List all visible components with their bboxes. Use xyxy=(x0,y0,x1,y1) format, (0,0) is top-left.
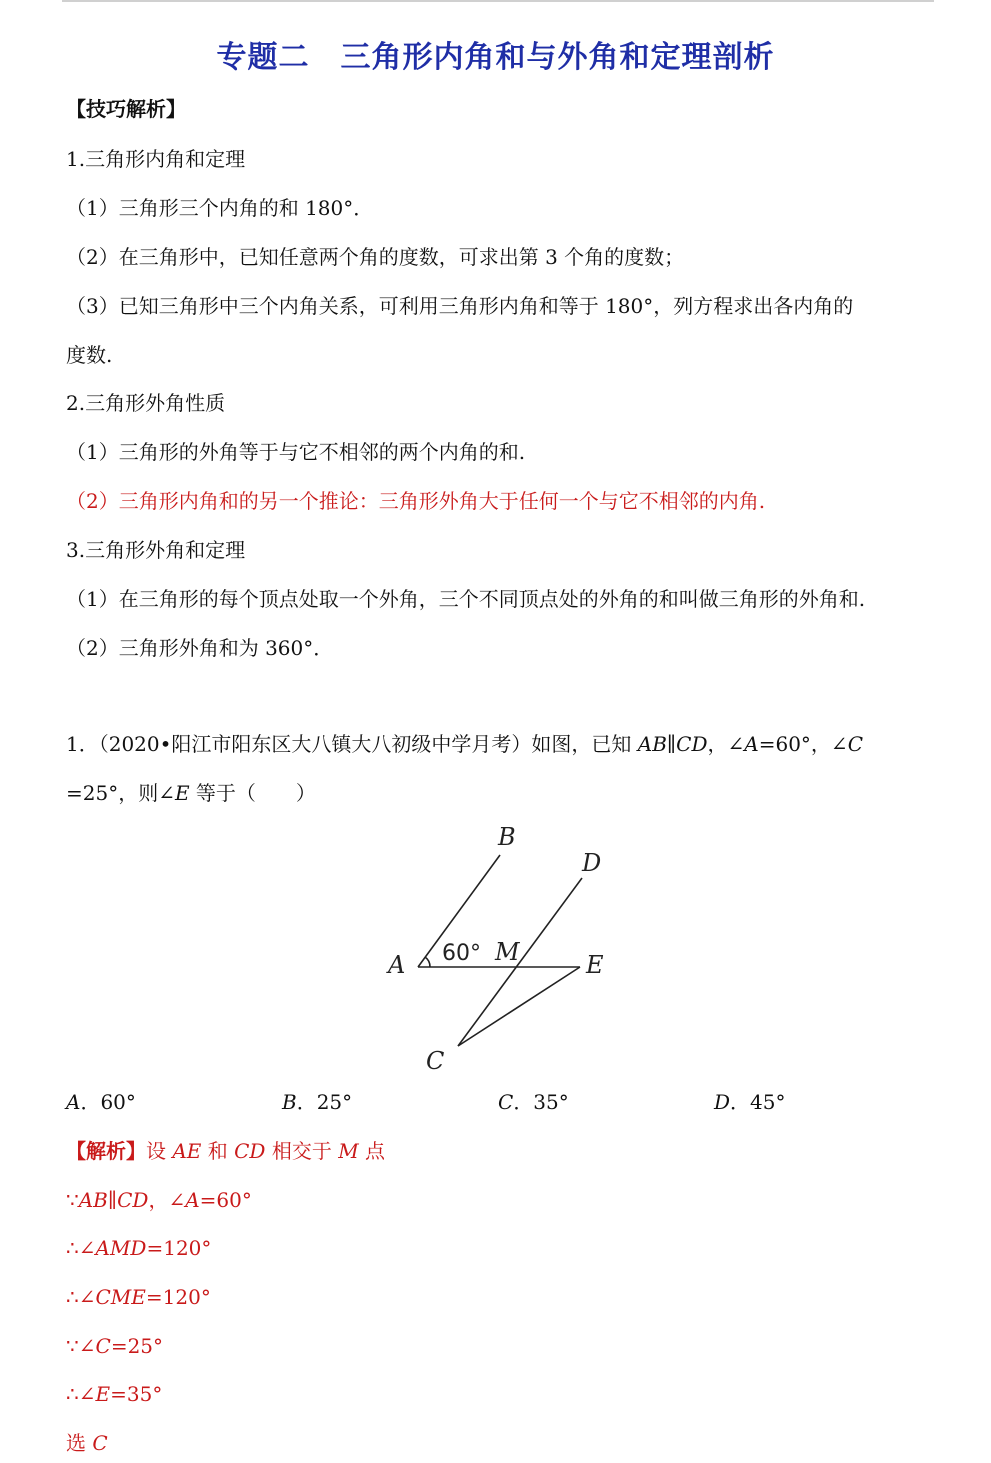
solution-text: ，∠ xyxy=(148,1188,186,1212)
solution-step-2 xyxy=(66,1234,211,1262)
solution-text: ∠ xyxy=(78,1334,96,1358)
section-1-item-3: （3）已知三角形中三个内角关系，可利用三角形内角和等于 180°，列方程求出各内角的 xyxy=(66,294,854,318)
problem-text: 1．（2020•阳江市阳东区大八镇大八初级中学月考）如图，已知 xyxy=(66,732,638,756)
math-expr: AB∥CD xyxy=(78,1188,149,1212)
geometry-figure xyxy=(370,815,630,1080)
section-2-item-2-highlight: （2）三角形内角和的另一个推论：三角形外角大于任何一个与它不相邻的内角. xyxy=(66,489,766,513)
option-a[interactable] xyxy=(66,1088,136,1116)
label-m: M xyxy=(495,938,520,966)
solution-text: =120° xyxy=(146,1236,212,1260)
math-m: M xyxy=(338,1139,359,1163)
problem-line-1 xyxy=(66,730,863,758)
solution-text: 点 xyxy=(358,1139,386,1163)
problem-text: ，∠ xyxy=(707,732,745,756)
math-expr: CME xyxy=(95,1285,146,1309)
option-letter: D xyxy=(714,1090,731,1114)
option-value: ．45° xyxy=(730,1090,786,1114)
logic-symbol: ∴ xyxy=(66,1236,79,1260)
section-2-heading: 2.三角形外角性质 xyxy=(66,391,226,415)
label-e: E xyxy=(586,951,604,979)
tips-header: 【技巧解析】 xyxy=(66,97,186,121)
section-3-item-2: （2）三角形外角和为 360°． xyxy=(66,636,334,660)
option-d[interactable] xyxy=(714,1088,786,1116)
math-cd: CD xyxy=(234,1139,266,1163)
solution-answer xyxy=(66,1429,108,1457)
problem-line-2 xyxy=(66,779,316,807)
math-c: C xyxy=(847,732,863,756)
answer-prefix: 选 xyxy=(66,1431,93,1455)
solution-header: 【解析】 xyxy=(66,1139,146,1163)
solution-text: =35° xyxy=(110,1382,163,1406)
solution-step-5 xyxy=(66,1380,162,1408)
solution-intro xyxy=(66,1137,385,1165)
math-expr: E xyxy=(95,1382,111,1406)
option-value: ．35° xyxy=(513,1090,569,1114)
page-title: 专题二 三角形内角和与外角和定理剖析 xyxy=(216,40,775,75)
section-2-item-1: （1）三角形的外角等于与它不相邻的两个内角的和. xyxy=(66,440,526,464)
section-1-item-3-cont: 度数. xyxy=(66,343,113,367)
option-letter: C xyxy=(498,1090,514,1114)
line-ce xyxy=(458,967,580,1046)
solution-step-1 xyxy=(66,1186,252,1214)
solution-text: ∠ xyxy=(78,1382,96,1406)
option-b[interactable] xyxy=(282,1088,352,1116)
solution-text: 设 xyxy=(146,1139,173,1163)
label-a: A xyxy=(388,951,406,979)
math-ae: AE xyxy=(172,1139,202,1163)
solution-step-3 xyxy=(66,1283,211,1311)
section-1-item-1: （1）三角形三个内角的和 180°． xyxy=(66,196,374,220)
option-value: ．60° xyxy=(80,1090,136,1114)
option-letter: B xyxy=(282,1090,297,1114)
label-c: C xyxy=(426,1047,445,1075)
solution-text: ∠ xyxy=(78,1285,96,1309)
option-value: ．25° xyxy=(296,1090,353,1114)
math-e: E xyxy=(174,781,190,805)
logic-symbol: ∴ xyxy=(66,1382,79,1406)
math-expr: A xyxy=(185,1188,200,1212)
section-1-item-2: （2）在三角形中，已知任意两个角的度数，可求出第 3 个角的度数； xyxy=(66,245,685,269)
math-expr: AMD xyxy=(95,1236,147,1260)
answer-letter: C xyxy=(92,1431,108,1455)
solution-text: 和 xyxy=(201,1139,235,1163)
logic-symbol: ∵ xyxy=(66,1334,79,1358)
logic-symbol: ∵ xyxy=(66,1188,79,1212)
option-c[interactable] xyxy=(498,1088,569,1116)
label-b: B xyxy=(498,823,516,851)
section-1-heading: 1.三角形内角和定理 xyxy=(66,147,246,171)
option-letter: A xyxy=(66,1090,81,1114)
label-angle-60: 60° xyxy=(442,941,481,966)
solution-text: =60° xyxy=(199,1188,252,1212)
math-a: A xyxy=(744,732,759,756)
math-expr: C xyxy=(95,1334,111,1358)
solution-text: =25° xyxy=(110,1334,164,1358)
logic-symbol: ∴ xyxy=(66,1285,79,1309)
section-3-heading: 3.三角形外角和定理 xyxy=(66,538,246,562)
problem-text: =25°，则∠ xyxy=(66,781,175,805)
problem-text: =60°，∠ xyxy=(758,732,848,756)
section-3-item-1: （1）在三角形的每个顶点处取一个外角，三个不同顶点处的外角的和叫做三角形的外角和. xyxy=(66,587,866,611)
label-d: D xyxy=(582,849,602,877)
solution-text: 相交于 xyxy=(265,1139,339,1163)
angle-arc xyxy=(425,957,430,967)
math-ab-cd: AB∥CD xyxy=(637,732,708,756)
solution-text: =120° xyxy=(145,1285,211,1309)
problem-text: 等于（ ） xyxy=(189,781,316,805)
solution-text: ∠ xyxy=(78,1236,96,1260)
top-rule xyxy=(62,0,934,2)
solution-step-4 xyxy=(66,1332,163,1360)
